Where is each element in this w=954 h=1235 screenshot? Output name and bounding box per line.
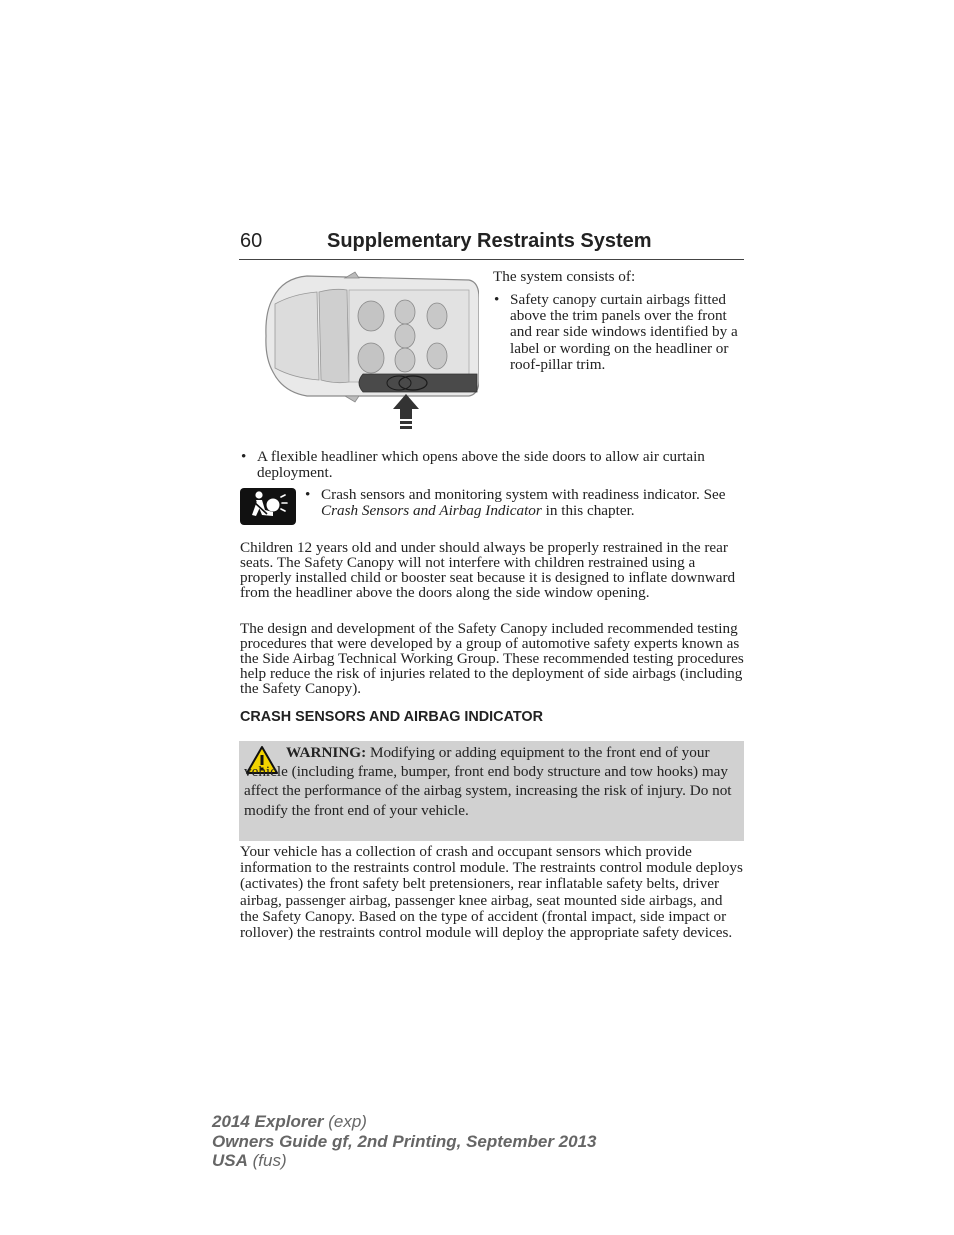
warning-text bbox=[244, 743, 734, 820]
page-header bbox=[239, 229, 744, 260]
sensor-text-before: Crash sensors and monitoring system with readiness indicator. See bbox=[321, 486, 726, 503]
vehicle-top-view-illustration bbox=[263, 268, 479, 432]
footer-model-line bbox=[212, 1112, 596, 1132]
page-footer bbox=[212, 1112, 596, 1171]
bullet-curtain-airbags: • Safety canopy curtain airbags fitted above the trim panels over the front and rear side windows identified by a label or wording on the headliner or roof-pillar trim. bbox=[493, 292, 744, 373]
footer-market: USA bbox=[212, 1151, 248, 1170]
warning-box bbox=[239, 741, 744, 841]
footer-market-code: (fus) bbox=[247, 1151, 287, 1170]
sensor-text-after: in this chapter. bbox=[541, 502, 635, 520]
paragraph-sensors: Your vehicle has a collection of crash and occupant sensors which provide information to the restraints control module. The restraints control module deploys (activates) the front safety belt pretensioners, rear inflatable safety belts, driver airbag, passenger airbag, passenger knee airbag, seat mounted side airbags, and the Safety Canopy. Based on the type of accident (frontal impact, side impact or rollover) the restraints control module will deploy the appropriate safety devices. bbox=[240, 843, 743, 942]
footer-guide: Owners Guide gf, 2nd Printing, September 2013 bbox=[212, 1131, 597, 1151]
page-number: 60 bbox=[240, 230, 263, 252]
warning-label: WARNING: bbox=[286, 744, 367, 761]
bullet-headliner: • A flexible headliner which opens above the side doors to allow air curtain deployment. bbox=[240, 449, 744, 481]
footer-market-line bbox=[212, 1151, 596, 1171]
page-title: Supplementary Restraints System bbox=[327, 230, 652, 252]
warning-body: Modifying or adding equipment to the front end of your vehicle (including frame, bumper, front end body structure and tow hooks) may affect the performance of the airbag system, increasing the risk of injury. Do not modify the front end of your vehicle. bbox=[244, 744, 732, 819]
section-cross-reference: Crash Sensors and Airbag Indicator bbox=[321, 502, 542, 520]
footer-model: 2014 Explorer bbox=[212, 1112, 324, 1131]
paragraph-design: The design and development of the Safety Canopy included recommended testing procedures that were developed by a group of automotive safety experts known as the Side Airbag Technical Working Group. These recommended testing procedures help reduce the risk of injuries related to the deployment of side airbags (including the Safety Canopy). bbox=[240, 620, 744, 697]
bullet-crash-sensors bbox=[304, 487, 744, 519]
airbag-warning-icon bbox=[240, 488, 296, 525]
paragraph-children: Children 12 years old and under should always be properly restrained in the rear seats. The Safety Canopy will not interfere with children restrained using a properly installed child or booster seat because it is designed to inflate downward from the headliner above the doors along the side window opening. bbox=[240, 539, 736, 601]
section-heading: CRASH SENSORS AND AIRBAG INDICATOR bbox=[240, 709, 544, 725]
footer-model-code: (exp) bbox=[323, 1112, 367, 1131]
intro-text: The system consists of: bbox=[493, 268, 636, 285]
